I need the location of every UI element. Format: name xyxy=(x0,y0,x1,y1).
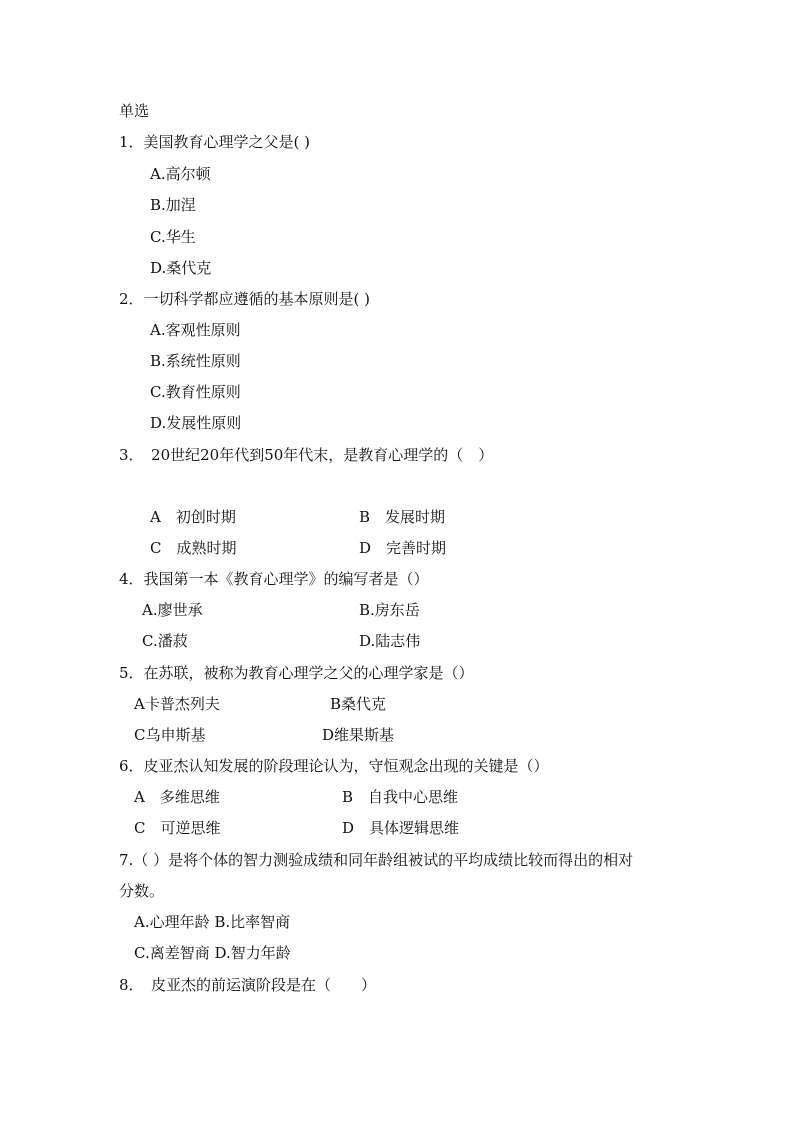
question-6-option-d: D 具体逻辑思维 xyxy=(342,819,460,837)
question-4-option-a: A.廖世承 xyxy=(142,601,203,619)
question-2-stem: 2．一切科学都应遵循的基本原则是( ) xyxy=(119,290,371,308)
question-4-option-b: B.房东岳 xyxy=(359,601,420,619)
question-2-option-b: B.系统性原则 xyxy=(150,352,241,370)
question-1-option-a: A.高尔顿 xyxy=(150,165,211,183)
question-3-stem: 3． 20世纪20年代到50年代末，是教育心理学的（ ） xyxy=(119,446,494,464)
question-1-option-b: B.加涅 xyxy=(150,196,196,214)
question-7-stem-line-1: 7.（ ）是将个体的智力测验成绩和同年龄组被试的平均成绩比较而得出的相对 xyxy=(119,851,634,869)
question-6-option-c: C 可逆思维 xyxy=(134,819,221,837)
question-3-option-d: D 完善时期 xyxy=(359,539,447,557)
question-3-option-c: C 成熟时期 xyxy=(150,539,237,557)
question-7-stem-line-2: 分数。 xyxy=(119,882,165,900)
question-5-option-d: D维果斯基 xyxy=(322,726,395,744)
question-2-option-d: D.发展性原则 xyxy=(150,414,242,432)
question-2-option-c: C.教育性原则 xyxy=(150,383,241,401)
question-2-option-a: A.客观性原则 xyxy=(150,321,241,339)
question-5-option-b: B桑代克 xyxy=(330,695,387,713)
question-5-option-a: A卡普杰列夫 xyxy=(134,695,220,713)
question-5-stem: 5．在苏联，被称为教育心理学之父的心理学家是（） xyxy=(119,664,474,682)
question-7-options-row-1: A.心理年龄 B.比率智商 xyxy=(134,913,291,931)
question-3-option-b: B 发展时期 xyxy=(359,508,446,526)
question-4-option-c: C.潘菽 xyxy=(142,632,188,650)
question-5-option-c: C乌申斯基 xyxy=(134,726,206,744)
question-1-option-c: C.华生 xyxy=(150,228,196,246)
question-1-option-d: D.桑代克 xyxy=(150,259,212,277)
question-8-stem: 8． 皮亚杰的前运演阶段是在（ ） xyxy=(119,976,377,994)
question-7-options-row-2: C.离差智商 D.智力年龄 xyxy=(134,944,291,962)
question-3-option-a: A 初创时期 xyxy=(150,508,236,526)
question-4-stem: 4．我国第一本《教育心理学》的编写者是（） xyxy=(119,570,429,588)
question-6-option-b: B 自我中心思维 xyxy=(342,788,459,806)
question-6-option-a: A 多维思维 xyxy=(134,788,220,806)
question-1-stem: 1．美国教育心理学之父是( ) xyxy=(119,133,311,151)
section-title: 单选 xyxy=(119,102,150,120)
question-6-stem: 6．皮亚杰认知发展的阶段理论认为，守恒观念出现的关键是（） xyxy=(119,757,549,775)
question-4-option-d: D.陆志伟 xyxy=(359,632,421,650)
